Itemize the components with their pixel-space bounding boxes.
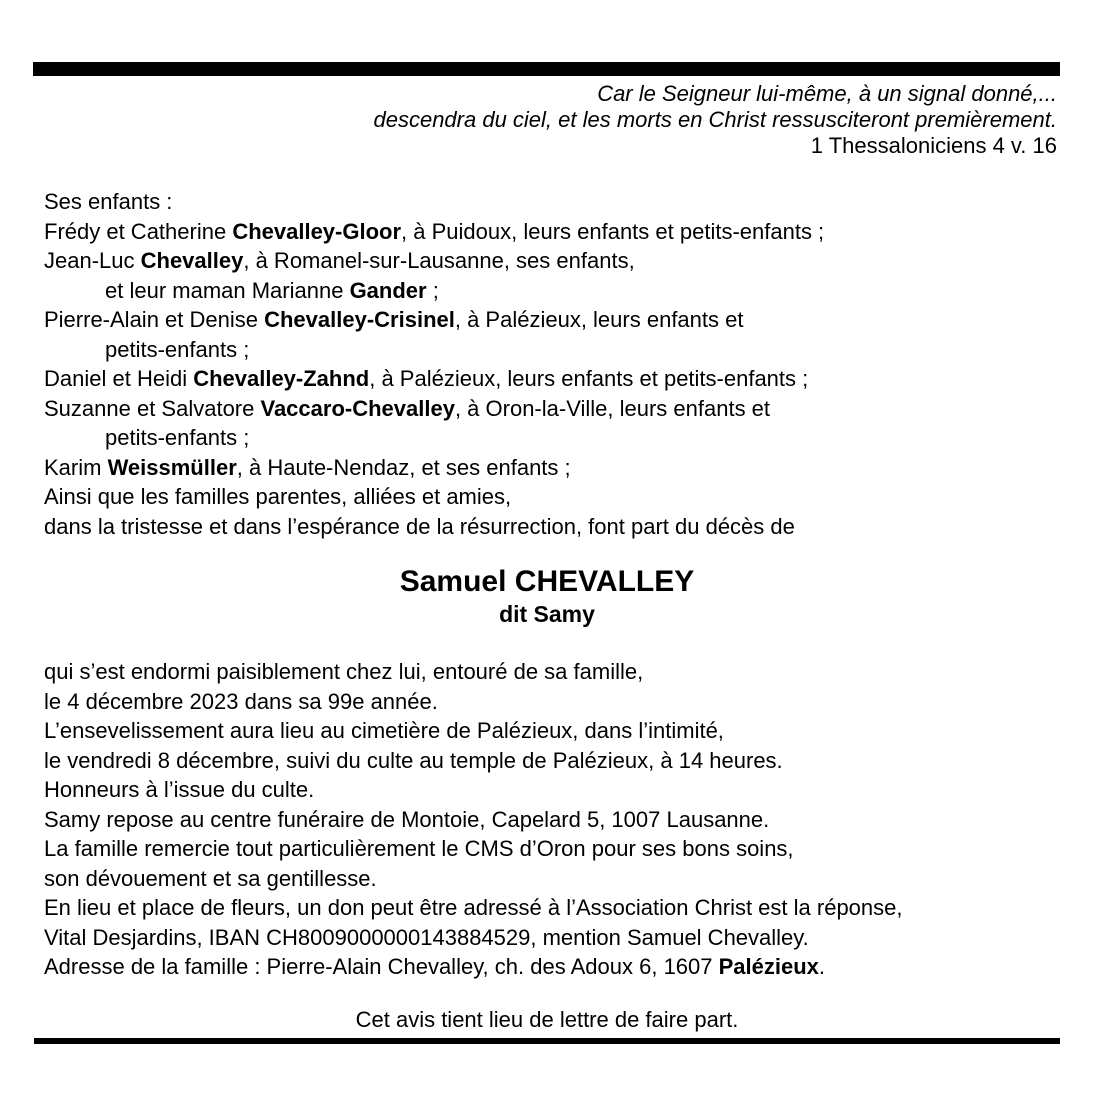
text-segment: Jean-Luc <box>44 248 141 273</box>
top-rule <box>33 62 1060 76</box>
text-segment: Suzanne et Salvatore <box>44 395 261 421</box>
announcement-line <box>44 716 1074 746</box>
text-segment: ; <box>426 277 439 303</box>
scripture-epigraph <box>44 81 1057 159</box>
text-segment: le vendredi 8 décembre, suivi du culte au temple de Palézieux, à 14 heures. <box>44 747 783 773</box>
text-segment: , à Oron-la-Ville, leurs enfants et <box>454 395 771 421</box>
text-segment: petits-enfants ; <box>105 336 250 362</box>
deceased-name: Samuel CHEVALLEY <box>399 565 695 598</box>
emphasized-name: Chevalley-Gloor <box>232 218 402 244</box>
text-segment: le 4 décembre 2023 dans sa 99e année. <box>44 688 438 714</box>
announcement-line <box>44 952 1074 982</box>
family-line <box>44 305 1074 335</box>
text-segment: descendra du ciel, et les morts en Christ ressusciteront premièrement. <box>373 107 1057 132</box>
epigraph-line <box>44 107 1057 133</box>
family-line <box>44 423 1074 453</box>
text-segment: . <box>818 954 826 979</box>
announcement-line <box>44 746 1074 776</box>
emphasized-name: Weissmüller <box>107 454 237 480</box>
text-segment: Karim <box>44 454 108 480</box>
text-segment: L’ensevelissement aura lieu au cimetière de Palézieux, dans l’intimité, <box>44 718 724 743</box>
bottom-rule <box>34 1038 1060 1044</box>
family-line <box>44 246 1074 276</box>
family-line <box>44 364 1074 394</box>
text-segment: dans la tristesse et dans l’espérance de la résurrection, font part du décès de <box>44 513 795 539</box>
family-line <box>44 187 1074 217</box>
text-segment: son dévouement et sa gentillesse. <box>44 865 377 891</box>
family-line <box>44 512 1074 542</box>
deceased-name-block <box>0 565 1094 629</box>
text-segment: En lieu et place de fleurs, un don peut être adressé à l’Association Christ est la réponse, <box>44 895 903 920</box>
text-segment: , à Haute-Nendaz, et ses enfants ; <box>236 454 571 480</box>
text-segment: Daniel et Heidi <box>44 366 194 391</box>
family-line <box>44 276 1074 306</box>
emphasized-name: Gander <box>349 277 427 303</box>
family-line <box>44 394 1074 424</box>
emphasized-name: Vaccaro-Chevalley <box>260 395 455 421</box>
text-segment: , à Puidoux, leurs enfants et petits-enfants ; <box>401 218 825 244</box>
text-segment: , à Palézieux, leurs enfants et <box>454 307 744 332</box>
text-segment: , à Romanel-sur-Lausanne, ses enfants, <box>243 248 635 273</box>
announcement-line <box>44 805 1074 835</box>
epigraph-line <box>44 133 1057 159</box>
announcement-text <box>44 657 1074 982</box>
closing-line: Cet avis tient lieu de lettre de faire part. <box>355 1007 739 1032</box>
text-segment: petits-enfants ; <box>105 425 250 450</box>
announcement-line <box>44 687 1074 717</box>
text-segment: Frédy et Catherine <box>44 218 233 244</box>
text-segment: qui s’est endormi paisiblement chez lui, entouré de sa famille, <box>44 659 644 684</box>
family-line <box>44 217 1074 247</box>
announcement-line <box>44 923 1074 953</box>
family-line <box>44 335 1074 365</box>
family-line <box>44 453 1074 483</box>
announcement-line <box>44 893 1074 923</box>
text-segment: et leur maman Marianne <box>105 277 350 303</box>
text-segment: Ainsi que les familles parentes, alliées et amies, <box>44 484 512 509</box>
emphasized-name: Chevalley-Crisinel <box>264 307 455 332</box>
text-segment: Samy repose au centre funéraire de Montoie, Capelard 5, 1007 Lausanne. <box>44 806 770 832</box>
text-segment: La famille remercie tout particulièrement le CMS d’Oron pour ses bons soins, <box>44 836 794 861</box>
deceased-alias: dit Samy <box>499 601 595 627</box>
family-list <box>44 187 1074 541</box>
emphasized-name: Palézieux <box>718 954 819 979</box>
emphasized-name: Chevalley-Zahnd <box>193 366 370 391</box>
text-segment: , à Palézieux, leurs enfants et petits-enfants ; <box>369 366 809 391</box>
announcement-line <box>44 864 1074 894</box>
text-segment: 1 Thessaloniciens 4 v. 16 <box>810 133 1057 158</box>
text-segment: Adresse de la famille : Pierre-Alain Chevalley, ch. des Adoux 6, 1607 <box>44 954 719 979</box>
announcement-line <box>44 834 1074 864</box>
text-segment: Car le Seigneur lui-même, à un signal donné,... <box>597 81 1057 106</box>
text-segment: Honneurs à l’issue du culte. <box>44 777 315 802</box>
text-segment: Vital Desjardins, IBAN CH8009000000143884529, mention Samuel Chevalley. <box>44 924 809 950</box>
epigraph-line <box>44 81 1057 107</box>
family-line <box>44 482 1074 512</box>
text-segment: Pierre-Alain et Denise <box>44 307 265 332</box>
text-segment: Ses enfants : <box>44 189 173 214</box>
announcement-line <box>44 657 1074 687</box>
emphasized-name: Chevalley <box>140 248 244 273</box>
announcement-line <box>44 775 1074 805</box>
